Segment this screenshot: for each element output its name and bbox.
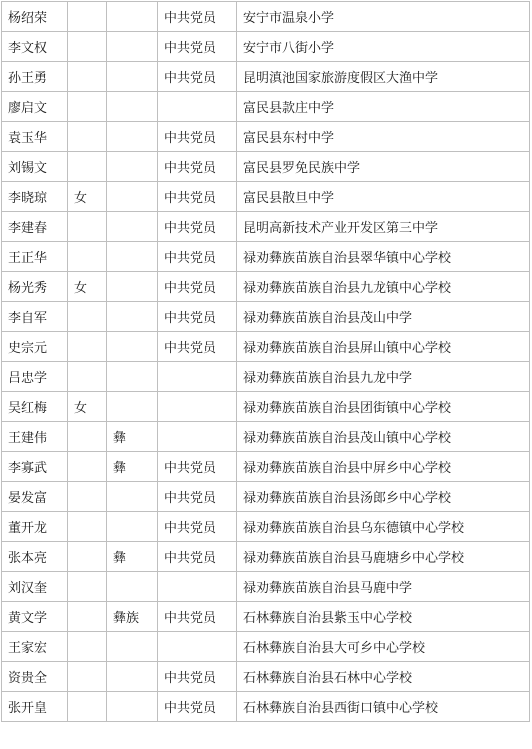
table-row [2,512,530,542]
party-affiliation-cell [158,422,237,452]
party-affiliation-cell: 中共党员 [158,272,237,302]
ethnicity-cell [107,302,158,332]
ethnicity-cell: 彝族 [107,602,158,632]
ethnicity-cell [107,212,158,242]
ethnicity-cell [107,152,158,182]
school-cell: 禄劝彝族苗族自治县汤郎乡中心学校 [237,482,530,512]
gender-cell [68,92,107,122]
gender-cell [68,32,107,62]
gender-cell [68,662,107,692]
name-cell: 廖启文 [2,92,68,122]
table-row [2,542,530,572]
ethnicity-cell [107,512,158,542]
table-row [2,152,530,182]
party-affiliation-cell: 中共党员 [158,332,237,362]
table-row [2,662,530,692]
name-cell: 资贵全 [2,662,68,692]
school-cell: 石林彝族自治县大可乡中心学校 [237,632,530,662]
school-cell: 富民县款庄中学 [237,92,530,122]
party-affiliation-cell: 中共党员 [158,2,237,32]
party-affiliation-cell: 中共党员 [158,302,237,332]
gender-cell: 女 [68,392,107,422]
party-affiliation-cell: 中共党员 [158,32,237,62]
table-row [2,452,530,482]
school-cell: 昆明滇池国家旅游度假区大渔中学 [237,62,530,92]
ethnicity-cell: 彝 [107,452,158,482]
gender-cell [68,512,107,542]
party-affiliation-cell: 中共党员 [158,512,237,542]
party-affiliation-cell: 中共党员 [158,212,237,242]
school-cell: 禄劝彝族苗族自治县九龙镇中心学校 [237,272,530,302]
table-row [2,362,530,392]
name-cell: 刘汉奎 [2,572,68,602]
name-cell: 吴红梅 [2,392,68,422]
table-row [2,62,530,92]
party-affiliation-cell [158,92,237,122]
school-cell: 禄劝彝族苗族自治县马鹿中学 [237,572,530,602]
ethnicity-cell [107,92,158,122]
gender-cell [68,602,107,632]
table-row [2,2,530,32]
ethnicity-cell [107,662,158,692]
name-cell: 黄文学 [2,602,68,632]
table-row [2,242,530,272]
name-cell: 孙王勇 [2,62,68,92]
gender-cell [68,422,107,452]
party-affiliation-cell [158,632,237,662]
table-row [2,632,530,662]
party-affiliation-cell [158,392,237,422]
ethnicity-cell [107,272,158,302]
party-affiliation-cell [158,362,237,392]
gender-cell [68,692,107,722]
ethnicity-cell [107,332,158,362]
gender-cell [68,2,107,32]
school-cell: 富民县罗免民族中学 [237,152,530,182]
table-row [2,302,530,332]
ethnicity-cell [107,2,158,32]
school-cell: 富民县散旦中学 [237,182,530,212]
school-cell: 禄劝彝族苗族自治县翠华镇中心学校 [237,242,530,272]
party-affiliation-cell: 中共党员 [158,602,237,632]
table-row [2,572,530,602]
school-cell: 禄劝彝族苗族自治县九龙中学 [237,362,530,392]
name-cell: 王正华 [2,242,68,272]
table-row [2,392,530,422]
gender-cell: 女 [68,272,107,302]
table-row [2,212,530,242]
gender-cell [68,362,107,392]
party-affiliation-cell: 中共党员 [158,452,237,482]
gender-cell [68,572,107,602]
gender-cell [68,152,107,182]
gender-cell [68,302,107,332]
name-cell: 王建伟 [2,422,68,452]
table-row [2,332,530,362]
name-cell: 张本亮 [2,542,68,572]
table-row [2,92,530,122]
ethnicity-cell [107,362,158,392]
name-cell: 李寡武 [2,452,68,482]
party-affiliation-cell: 中共党员 [158,662,237,692]
ethnicity-cell [107,122,158,152]
ethnicity-cell [107,692,158,722]
table-row [2,692,530,722]
name-cell: 李晓琼 [2,182,68,212]
school-cell: 石林彝族自治县西街口镇中心学校 [237,692,530,722]
gender-cell [68,542,107,572]
name-cell: 张开皇 [2,692,68,722]
gender-cell [68,332,107,362]
school-cell: 富民县东村中学 [237,122,530,152]
table-row [2,272,530,302]
ethnicity-cell [107,242,158,272]
school-cell: 禄劝彝族苗族自治县屏山镇中心学校 [237,332,530,362]
party-affiliation-cell: 中共党员 [158,122,237,152]
name-cell: 史宗元 [2,332,68,362]
name-cell: 晏发富 [2,482,68,512]
ethnicity-cell [107,392,158,422]
name-cell: 杨光秀 [2,272,68,302]
name-cell: 袁玉华 [2,122,68,152]
school-cell: 禄劝彝族苗族自治县团街镇中心学校 [237,392,530,422]
party-affiliation-cell: 中共党员 [158,542,237,572]
roster-table [1,1,530,722]
gender-cell [68,212,107,242]
table-row [2,32,530,62]
table-row [2,182,530,212]
ethnicity-cell [107,62,158,92]
school-cell: 石林彝族自治县紫玉中心学校 [237,602,530,632]
ethnicity-cell [107,632,158,662]
party-affiliation-cell: 中共党员 [158,692,237,722]
school-cell: 昆明高新技术产业开发区第三中学 [237,212,530,242]
gender-cell [68,632,107,662]
table-row [2,422,530,452]
name-cell: 王家宏 [2,632,68,662]
party-affiliation-cell: 中共党员 [158,152,237,182]
school-cell: 安宁市八街小学 [237,32,530,62]
ethnicity-cell: 彝 [107,542,158,572]
party-affiliation-cell: 中共党员 [158,62,237,92]
gender-cell [68,242,107,272]
name-cell: 杨绍荣 [2,2,68,32]
gender-cell [68,62,107,92]
ethnicity-cell [107,482,158,512]
party-affiliation-cell: 中共党员 [158,482,237,512]
name-cell: 李文权 [2,32,68,62]
party-affiliation-cell [158,572,237,602]
name-cell: 李自军 [2,302,68,332]
school-cell: 石林彝族自治县石林中心学校 [237,662,530,692]
school-cell: 禄劝彝族苗族自治县茂山中学 [237,302,530,332]
school-cell: 禄劝彝族苗族自治县中屏乡中心学校 [237,452,530,482]
school-cell: 安宁市温泉小学 [237,2,530,32]
ethnicity-cell [107,182,158,212]
name-cell: 李建春 [2,212,68,242]
roster-table-body [2,2,530,722]
name-cell: 董开龙 [2,512,68,542]
name-cell: 吕忠学 [2,362,68,392]
ethnicity-cell [107,32,158,62]
name-cell: 刘锡文 [2,152,68,182]
school-cell: 禄劝彝族苗族自治县马鹿塘乡中心学校 [237,542,530,572]
ethnicity-cell: 彝 [107,422,158,452]
ethnicity-cell [107,572,158,602]
gender-cell [68,122,107,152]
table-row [2,122,530,152]
gender-cell [68,452,107,482]
gender-cell: 女 [68,182,107,212]
gender-cell [68,482,107,512]
party-affiliation-cell: 中共党员 [158,242,237,272]
school-cell: 禄劝彝族苗族自治县乌东德镇中心学校 [237,512,530,542]
school-cell: 禄劝彝族苗族自治县茂山镇中心学校 [237,422,530,452]
table-row [2,602,530,632]
party-affiliation-cell: 中共党员 [158,182,237,212]
table-row [2,482,530,512]
